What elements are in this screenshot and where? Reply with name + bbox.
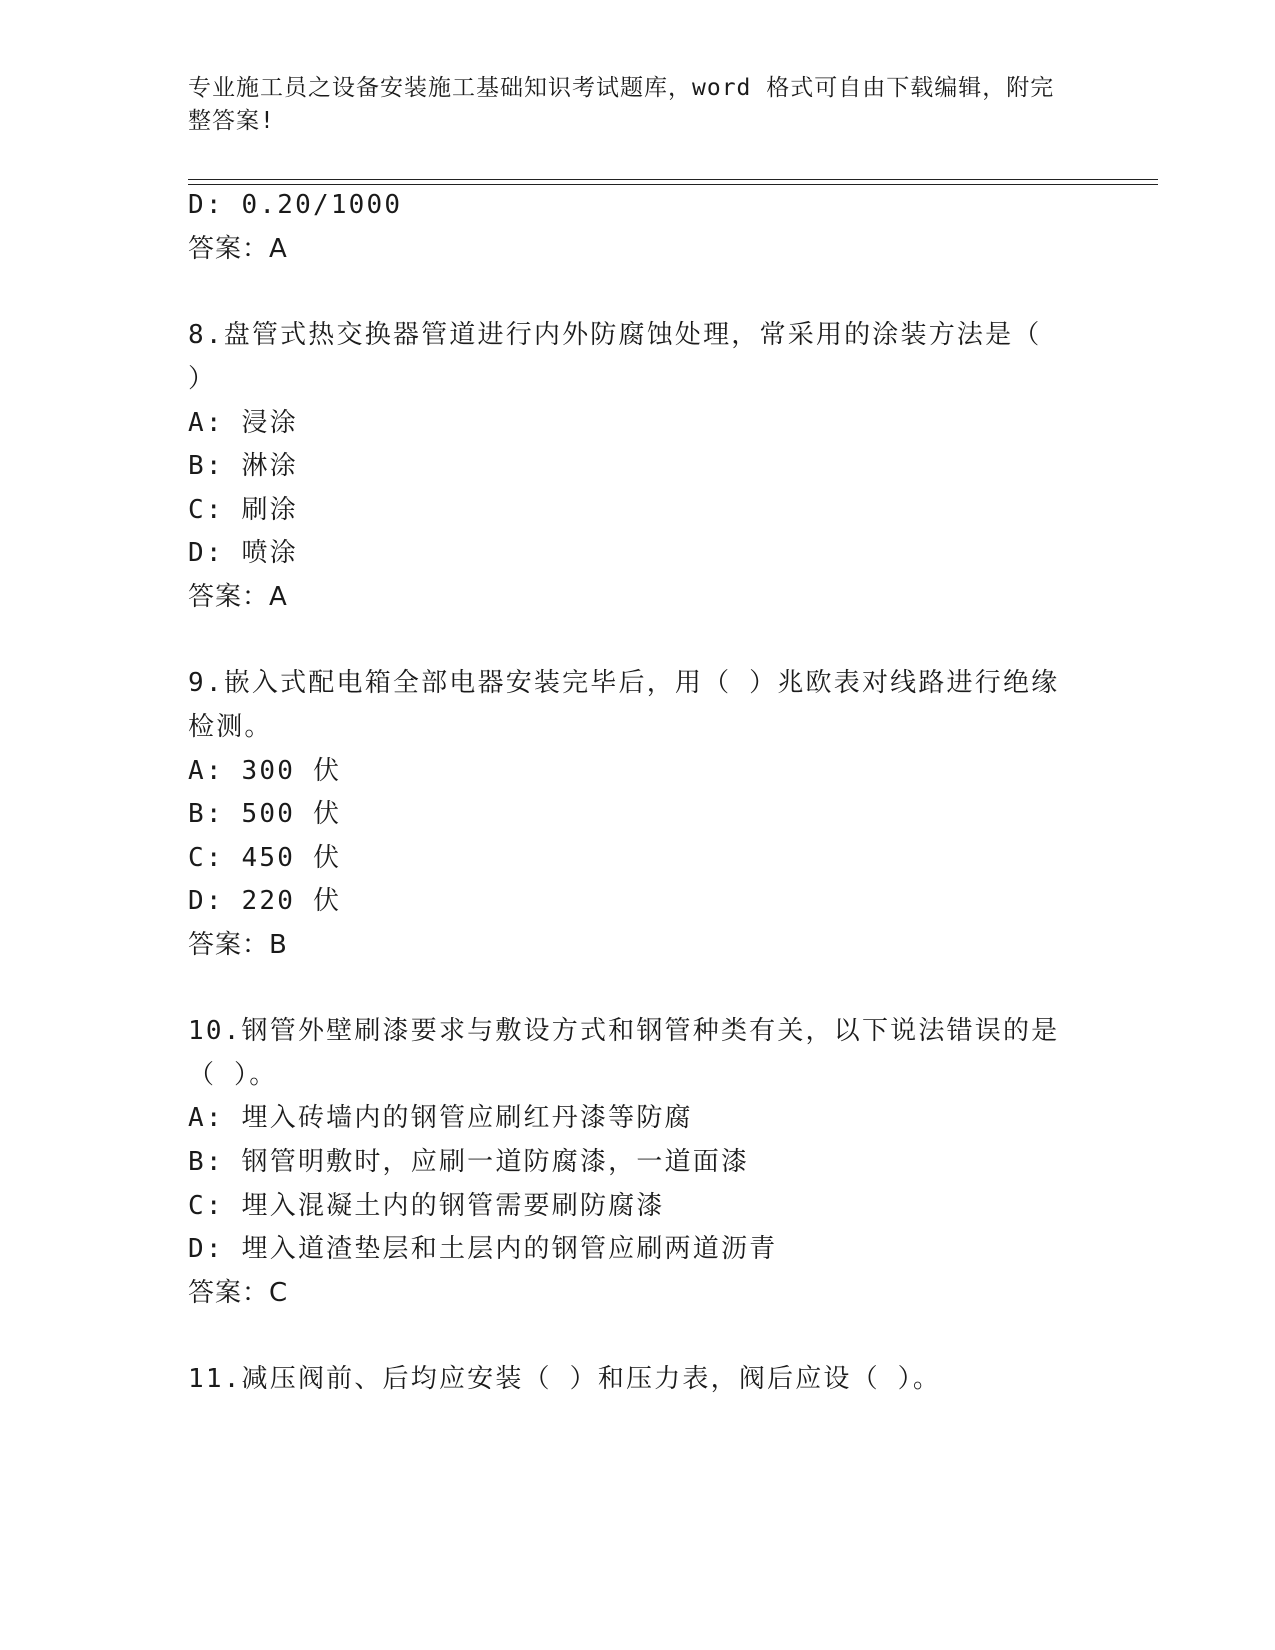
q7-option-d: D: 0.20/1000 xyxy=(188,190,403,220)
q9-stem-line-2: 检测。 xyxy=(188,712,273,742)
header-line-1: 专业施工员之设备安装施工基础知识考试题库，word 格式可自由下载编辑，附完 xyxy=(188,75,1055,101)
header-rule-bottom xyxy=(188,184,1158,185)
q8-option-a: A: 浸涂 xyxy=(188,408,298,438)
q10-stem-line-1: 10.钢管外壁刷漆要求与敷设方式和钢管种类有关，以下说法错误的是 xyxy=(188,1016,1060,1046)
q10-option-a: A: 埋入砖墙内的钢管应刷红丹漆等防腐 xyxy=(188,1103,693,1133)
q7-answer: 答案：A xyxy=(188,234,288,264)
q11-stem-line-1: 11.减压阀前、后均应安装（ ）和压力表，阀后应设（ ）。 xyxy=(188,1364,942,1394)
q10-answer: 答案：C xyxy=(188,1278,289,1308)
q10-option-b: B: 钢管明敷时，应刷一道防腐漆，一道面漆 xyxy=(188,1147,750,1177)
q9-stem-line-1: 9.嵌入式配电箱全部电器安装完毕后，用（ ）兆欧表对线路进行绝缘 xyxy=(188,668,1060,698)
q10-option-d: D: 埋入道渣垫层和土层内的钢管应刷两道沥青 xyxy=(188,1234,778,1264)
q9-option-a: A: 300 伏 xyxy=(188,756,342,786)
q8-option-c: C: 刷涂 xyxy=(188,495,298,525)
q9-option-c: C: 450 伏 xyxy=(188,843,342,873)
q8-stem-line-1: 8.盘管式热交换器管道进行内外防腐蚀处理，常采用的涂装方法是（ xyxy=(188,320,1042,350)
q10-stem-line-2: （ ）。 xyxy=(188,1060,278,1090)
q10-option-c: C: 埋入混凝土内的钢管需要刷防腐漆 xyxy=(188,1191,665,1221)
header-rule-top xyxy=(188,179,1158,180)
header-line-2: 整答案! xyxy=(188,108,275,134)
q9-option-b: B: 500 伏 xyxy=(188,799,342,829)
q8-option-d: D: 喷涂 xyxy=(188,538,298,568)
document-header xyxy=(188,72,1068,138)
q8-option-b: B: 淋涂 xyxy=(188,451,298,481)
q8-answer: 答案：A xyxy=(188,582,288,612)
q9-option-d: D: 220 伏 xyxy=(188,886,342,916)
q9-answer: 答案：B xyxy=(188,930,288,960)
q8-stem-line-2: ） xyxy=(188,364,217,394)
